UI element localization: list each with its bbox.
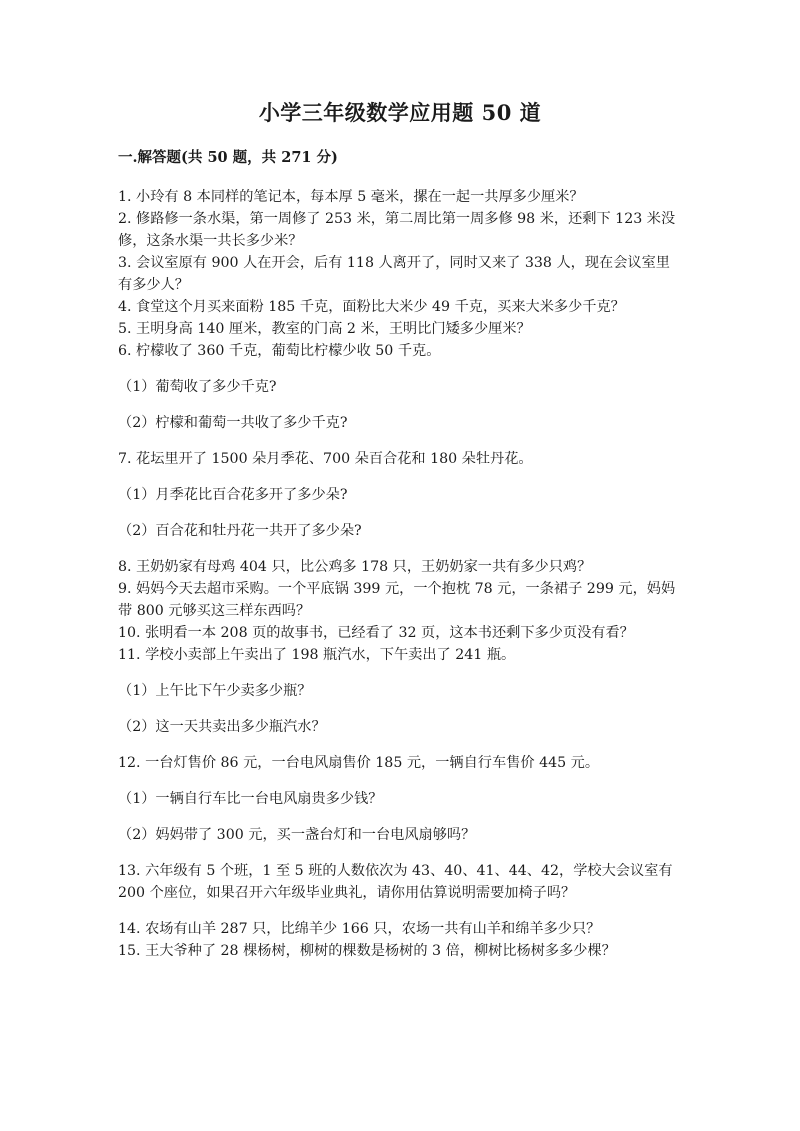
question-14: 14. 农场有山羊 287 只，比绵羊少 166 只，农场一共有山羊和绵羊多少只？	[118, 921, 601, 937]
question-10: 10. 张明看一本 208 页的故事书，已经看了 32 页，这本书还剩下多少页没有看？	[118, 625, 634, 641]
question-8: 8. 王奶奶家有母鸡 404 只，比公鸡多 178 只，王奶奶家一共有多少只鸡？	[118, 559, 592, 575]
section-heading: 一.解答题(共 50 题，共 271 分)	[118, 149, 338, 166]
question-6-part-2: （2）柠檬和葡萄一共收了多少千克?	[118, 415, 348, 431]
question-11-part-2: （2）这一天共卖出多少瓶汽水？	[118, 719, 326, 735]
question-6-part-1: （1）葡萄收了多少千克?	[118, 379, 277, 395]
question-9: 9. 妈妈今天去超市采购。一个平底锅 399 元，一个抱枕 78 元，一条裙子 299 元，妈妈带 800 元够买这三样东西吗？	[118, 581, 676, 619]
question-3: 3. 会议室原有 900 人在开会，后有 118 人离开了，同时又来了 338 人，现在会议室里有多少人？	[118, 255, 670, 293]
question-13: 13. 六年级有 5 个班，1 至 5 班的人数依次为 43、40、41、44、42，学校大会议室有 200 个座位，如果召开六年级毕业典礼，请你用估算说明需要加椅子吗？	[118, 863, 673, 901]
page-title: 小学三年级数学应用题 50 道	[258, 100, 542, 125]
question-6: 6. 柠檬收了 360 千克，葡萄比柠檬少收 50 千克。	[118, 343, 441, 359]
question-15: 15. 王大爷种了 28 棵杨树，柳树的棵数是杨树的 3 倍，柳树比杨树多多少棵？	[118, 943, 616, 959]
question-11-part-1: （1）上午比下午少卖多少瓶？	[118, 683, 312, 699]
question-1: 1. 小玲有 8 本同样的笔记本，每本厚 5 毫米，摞在一起一共厚多少厘米？	[118, 189, 584, 205]
question-12-part-1: （1）一辆自行车比一台电风扇贵多少钱？	[118, 791, 383, 807]
question-11: 11. 学校小卖部上午卖出了 198 瓶汽水，下午卖出了 241 瓶。	[118, 647, 516, 663]
question-12: 12. 一台灯售价 86 元，一台电风扇售价 185 元，一辆自行车售价 445 元。	[118, 755, 600, 771]
question-list	[118, 186, 678, 962]
question-12-part-2: （2）妈妈带了 300 元，买一盏台灯和一台电风扇够吗？	[118, 827, 476, 843]
question-2: 2. 修路修一条水渠，第一周修了 253 米，第二周比第一周多修 98 米，还剩下 123 米没修，这条水渠一共长多少米？	[118, 211, 676, 249]
question-5: 5. 王明身高 140 厘米，教室的门高 2 米，王明比门矮多少厘米？	[118, 321, 531, 337]
question-7-part-1: （1）月季花比百合花多开了多少朵?	[118, 487, 348, 503]
question-4: 4. 食堂这个月买来面粉 185 千克，面粉比大米少 49 千克，买来大米多少千克？	[118, 299, 625, 315]
question-7-part-2: （2）百合花和牡丹花一共开了多少朵?	[118, 523, 362, 539]
question-7: 7. 花坛里开了 1500 朵月季花、700 朵百合花和 180 朵牡丹花。	[118, 451, 533, 467]
